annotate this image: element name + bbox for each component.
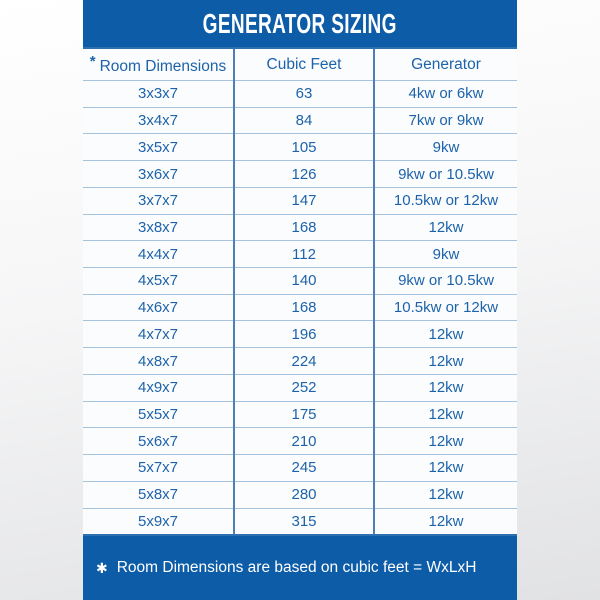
table-row xyxy=(83,161,517,188)
room-dimensions-cell: 4x9x7 xyxy=(83,374,234,401)
table-row xyxy=(83,214,517,241)
cubic-feet-cell: 168 xyxy=(234,294,374,321)
cubic-feet-cell: 140 xyxy=(234,268,374,295)
table-row xyxy=(83,294,517,321)
room-dimensions-cell: 5x6x7 xyxy=(83,428,234,455)
cubic-feet-cell: 168 xyxy=(234,214,374,241)
cubic-feet-cell: 315 xyxy=(234,508,374,534)
table-row xyxy=(83,401,517,428)
column-header-room-dimensions: * Room Dimensions xyxy=(83,49,234,81)
generator-cell: 10.5kw or 12kw xyxy=(374,187,517,214)
generator-cell: 9kw xyxy=(374,134,517,161)
generator-cell: 9kw or 10.5kw xyxy=(374,268,517,295)
room-dimensions-cell: 3x4x7 xyxy=(83,107,234,134)
table-row xyxy=(83,187,517,214)
cubic-feet-cell: 224 xyxy=(234,348,374,375)
cubic-feet-cell: 63 xyxy=(234,81,374,108)
room-dimensions-cell: 5x5x7 xyxy=(83,401,234,428)
generator-cell: 9kw xyxy=(374,241,517,268)
table-row xyxy=(83,134,517,161)
sizing-table-container xyxy=(83,47,517,536)
generator-sizing-card xyxy=(83,0,517,600)
cubic-feet-cell: 196 xyxy=(234,321,374,348)
title-band xyxy=(83,0,517,47)
table-row xyxy=(83,321,517,348)
room-dimensions-cell: 4x8x7 xyxy=(83,348,234,375)
column-header-generator: Generator xyxy=(374,49,517,81)
cubic-feet-cell: 105 xyxy=(234,134,374,161)
asterisk-icon: ✱ xyxy=(96,559,108,576)
table-row xyxy=(83,508,517,534)
room-dimensions-cell: 5x9x7 xyxy=(83,508,234,534)
page-title: GENERATOR SIZING xyxy=(202,7,398,39)
table-row xyxy=(83,81,517,108)
room-dimensions-cell: 3x3x7 xyxy=(83,81,234,108)
cubic-feet-cell: 84 xyxy=(234,107,374,134)
room-dimensions-cell: 4x7x7 xyxy=(83,321,234,348)
room-dimensions-cell: 3x6x7 xyxy=(83,161,234,188)
room-dimensions-cell: 4x6x7 xyxy=(83,294,234,321)
sizing-table xyxy=(83,49,517,534)
table-row xyxy=(83,455,517,482)
generator-cell: 12kw xyxy=(374,428,517,455)
generator-cell: 9kw or 10.5kw xyxy=(374,161,517,188)
cubic-feet-cell: 245 xyxy=(234,455,374,482)
room-dimensions-cell: 3x8x7 xyxy=(83,214,234,241)
generator-cell: 12kw xyxy=(374,481,517,508)
cubic-feet-cell: 175 xyxy=(234,401,374,428)
cubic-feet-cell: 112 xyxy=(234,241,374,268)
table-row xyxy=(83,107,517,134)
cubic-feet-cell: 280 xyxy=(234,481,374,508)
table-row xyxy=(83,241,517,268)
footnote-marker-superscript: * xyxy=(89,53,96,71)
table-row xyxy=(83,374,517,401)
room-dimensions-cell: 3x5x7 xyxy=(83,134,234,161)
cubic-feet-cell: 252 xyxy=(234,374,374,401)
generator-cell: 12kw xyxy=(374,348,517,375)
generator-cell: 10.5kw or 12kw xyxy=(374,294,517,321)
generator-cell: 12kw xyxy=(374,401,517,428)
cubic-feet-cell: 210 xyxy=(234,428,374,455)
generator-cell: 7kw or 9kw xyxy=(374,107,517,134)
cubic-feet-cell: 126 xyxy=(234,161,374,188)
cubic-feet-cell: 147 xyxy=(234,187,374,214)
footnote xyxy=(83,536,517,600)
room-dimensions-cell: 4x4x7 xyxy=(83,241,234,268)
footnote-text: Room Dimensions are based on cubic feet = WxLxH xyxy=(116,559,477,576)
table-row xyxy=(83,268,517,295)
table-header-row xyxy=(83,49,517,81)
table-row xyxy=(83,481,517,508)
column-header-cubic-feet: Cubic Feet xyxy=(234,49,374,81)
generator-cell: 12kw xyxy=(374,508,517,534)
room-dimensions-cell: 3x7x7 xyxy=(83,187,234,214)
table-row xyxy=(83,348,517,375)
room-dimensions-cell: 5x7x7 xyxy=(83,455,234,482)
room-dimensions-cell: 5x8x7 xyxy=(83,481,234,508)
generator-cell: 12kw xyxy=(374,455,517,482)
generator-cell: 12kw xyxy=(374,374,517,401)
table-row xyxy=(83,428,517,455)
generator-cell: 12kw xyxy=(374,214,517,241)
generator-cell: 12kw xyxy=(374,321,517,348)
room-dimensions-cell: 4x5x7 xyxy=(83,268,234,295)
generator-cell: 4kw or 6kw xyxy=(374,81,517,108)
